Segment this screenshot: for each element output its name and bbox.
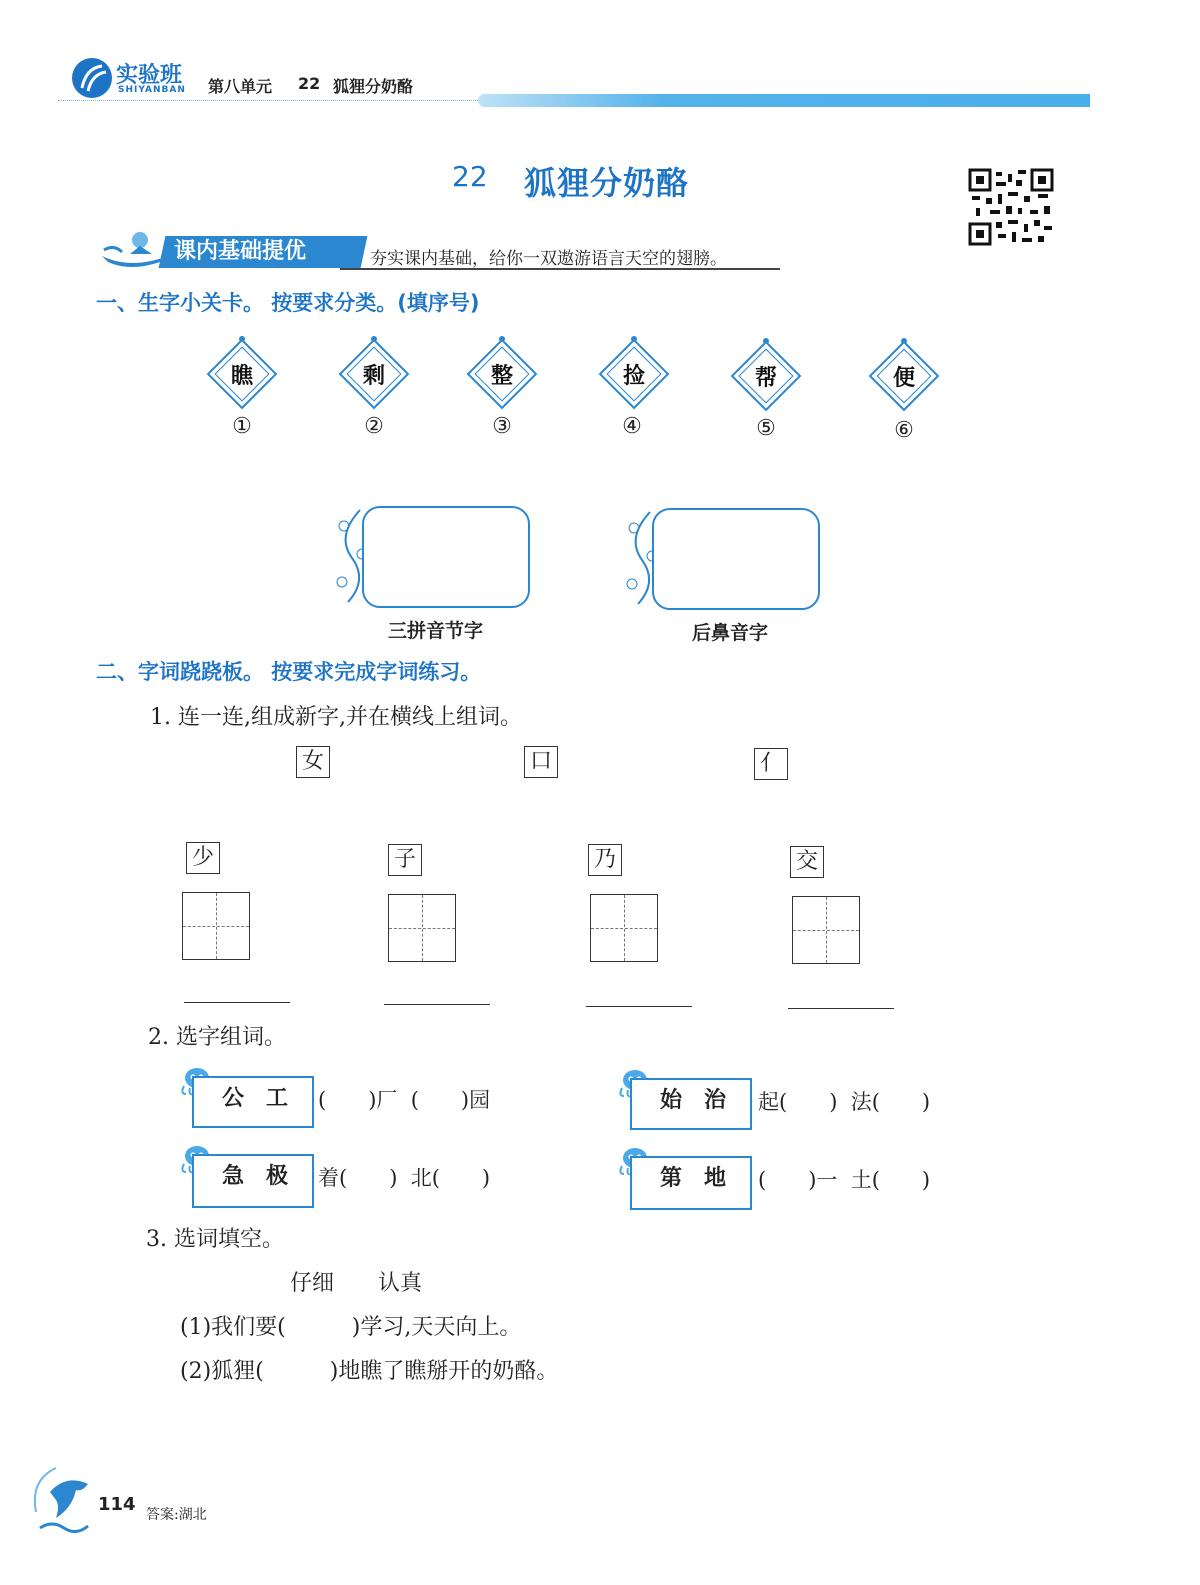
char-card-number: ② <box>364 414 384 439</box>
char-card-number: ④ <box>622 414 642 439</box>
char-card-label: 便 <box>892 365 915 391</box>
q1-text: 1. 连一连,组成新字,并在横线上组词。 <box>150 705 522 730</box>
lesson-number: 22 <box>298 74 321 93</box>
unit-label: 第八单元 <box>208 77 273 96</box>
word-pairs[interactable]: 起( ) 法( ) <box>758 1090 931 1114</box>
answer-line[interactable] <box>384 1004 490 1005</box>
writing-grid[interactable] <box>590 894 658 962</box>
writing-grid[interactable] <box>388 894 456 962</box>
char-card-3 <box>462 334 542 418</box>
part-box[interactable]: 少 <box>186 842 220 874</box>
page-number: 114 <box>98 1494 136 1515</box>
writing-grid[interactable] <box>182 892 250 960</box>
header-bar <box>478 94 1090 107</box>
char-card-label: 帮 <box>754 365 777 391</box>
q3-text: 3. 选词填空。 <box>146 1227 284 1252</box>
part-box[interactable]: 子 <box>388 844 422 876</box>
word-choice-box: 急 极 <box>192 1154 314 1208</box>
radical-box[interactable]: 亻 <box>754 748 788 780</box>
char-card-1 <box>202 334 282 418</box>
char-card-label: 整 <box>490 363 513 389</box>
section-banner-label: 课内基础提优 <box>174 239 307 264</box>
char-card-2 <box>334 334 414 418</box>
writing-grid[interactable] <box>792 896 860 964</box>
brand-logo-icon <box>72 58 112 98</box>
answer-line[interactable] <box>586 1006 692 1007</box>
brand-name-en: SHIYANBAN <box>118 85 186 95</box>
word-pairs[interactable]: ( )一 土( ) <box>758 1168 931 1192</box>
answer-line[interactable] <box>184 1002 290 1003</box>
qr-code-icon <box>968 168 1054 246</box>
section-banner <box>159 236 368 268</box>
char-card-4 <box>594 334 674 418</box>
word-choice-box: 第 地 <box>630 1156 752 1210</box>
q3-item[interactable]: (2)狐狸( )地瞧了瞧掰开的奶酪。 <box>180 1359 559 1384</box>
char-card-number: ⑥ <box>894 418 914 443</box>
word-choice-box: 始 治 <box>630 1078 752 1130</box>
char-card-number: ① <box>232 414 252 439</box>
back-nasal-answer-box[interactable] <box>652 508 820 610</box>
lesson-title: 狐狸分奶酪 <box>333 77 414 96</box>
radical-box[interactable]: 口 <box>524 746 558 778</box>
banner-underline <box>340 268 780 270</box>
page-title-number: 22 <box>452 160 488 193</box>
char-card-label: 捡 <box>622 363 645 389</box>
q3-word-bank: 仔细 认真 <box>290 1271 423 1296</box>
char-card-label: 瞧 <box>230 363 253 389</box>
word-pairs[interactable]: ( )厂 ( )园 <box>318 1088 491 1112</box>
q2-text: 2. 选字组词。 <box>148 1025 286 1050</box>
trisyllable-box-label: 三拼音节字 <box>388 620 484 642</box>
char-card-number: ⑤ <box>756 416 776 441</box>
section-banner-subtitle: 夯实课内基础，给你一双遨游语言天空的翅膀。 <box>370 249 727 269</box>
q3-item[interactable]: (1)我们要( )学习,天天向上。 <box>180 1315 522 1340</box>
part-box[interactable]: 乃 <box>588 844 622 876</box>
char-card-6 <box>864 336 944 420</box>
dolphin-icon <box>26 1462 104 1536</box>
brand-name: 实验班 <box>116 63 183 88</box>
footer-note: 答案:湖北 <box>146 1507 207 1523</box>
back-nasal-box-label: 后鼻音字 <box>692 622 769 644</box>
section2-title: 二、字词跷跷板。 按要求完成字词练习。 <box>96 660 482 684</box>
word-choice-box: 公 工 <box>192 1076 314 1128</box>
page-title: 狐狸分奶酪 <box>524 164 690 202</box>
trisyllable-answer-box[interactable] <box>362 506 530 608</box>
header-divider <box>58 100 478 101</box>
answer-line[interactable] <box>788 1008 894 1009</box>
char-card-label: 剩 <box>362 363 385 389</box>
section1-title: 一、生字小关卡。 按要求分类。(填序号) <box>96 291 480 315</box>
part-box[interactable]: 交 <box>790 846 824 878</box>
word-pairs[interactable]: 着( ) 北( ) <box>318 1166 491 1190</box>
char-card-5 <box>726 336 806 420</box>
radical-box[interactable]: 女 <box>296 746 330 778</box>
char-card-number: ③ <box>492 414 512 439</box>
